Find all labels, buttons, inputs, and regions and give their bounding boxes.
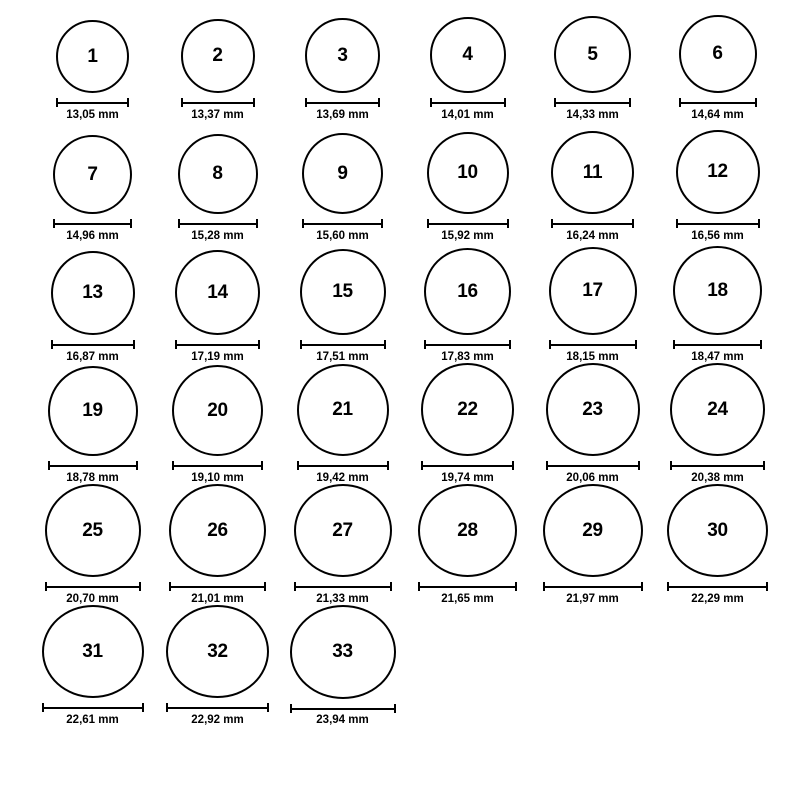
measure-tick-left: [42, 703, 44, 712]
measure-tick-right: [378, 98, 380, 107]
ring-circle[interactable]: [679, 15, 757, 93]
measure-tick-right: [766, 582, 768, 591]
ring-size-number: 33: [332, 641, 353, 663]
size-row: [0, 605, 800, 726]
ring-size-cell[interactable]: [405, 363, 530, 484]
measure-bar: [673, 340, 762, 349]
measure-tick-left: [294, 582, 296, 591]
measure-bar-line: [48, 465, 138, 467]
measure-tick-left: [427, 219, 429, 228]
measure-bar-line: [679, 102, 757, 104]
diameter-label: 15,92 mm: [441, 229, 494, 242]
measure-tick-right: [387, 461, 389, 470]
measure-bar-line: [305, 102, 380, 104]
measure-bar: [549, 340, 637, 349]
measure-tick-left: [175, 340, 177, 349]
ring-size-number: 11: [582, 161, 603, 183]
measure-bar-line: [424, 344, 511, 346]
ring-size-number: 7: [87, 163, 98, 185]
measure-bar-line: [169, 586, 266, 588]
measure-bar-line: [554, 102, 631, 104]
measure-tick-left: [549, 340, 551, 349]
measure-bar-line: [294, 586, 392, 588]
measure-bar: [679, 98, 757, 107]
measure-bar: [178, 219, 258, 228]
measure-tick-left: [543, 582, 545, 591]
ring-circle[interactable]: [175, 250, 260, 335]
measure-bar: [53, 219, 132, 228]
measure-tick-right: [763, 461, 765, 470]
ring-size-cell[interactable]: [405, 242, 530, 363]
ring-size-number: 19: [82, 400, 103, 421]
ring-circle[interactable]: [300, 249, 386, 335]
measure-tick-left: [551, 219, 553, 228]
diameter-label: 18,47 mm: [691, 350, 744, 363]
ring-size-cell[interactable]: [530, 363, 655, 484]
ring-circle[interactable]: [290, 605, 396, 699]
measure-tick-right: [136, 461, 138, 470]
diameter-label: 19,42 mm: [316, 471, 369, 484]
measure-tick-right: [127, 98, 129, 107]
measure-tick-left: [418, 582, 420, 591]
diameter-label: 22,29 mm: [691, 592, 744, 605]
ring-size-number: 16: [457, 280, 478, 302]
measure-bar: [297, 461, 389, 470]
measure-tick-left: [290, 704, 292, 713]
measure-tick-left: [302, 219, 304, 228]
measure-bar-line: [178, 223, 258, 225]
ring-circle[interactable]: [169, 484, 266, 577]
measure-tick-right: [509, 340, 511, 349]
measure-tick-right: [515, 582, 517, 591]
ring-size-number: 24: [707, 398, 728, 420]
measure-tick-right: [635, 340, 637, 349]
measure-bar: [166, 703, 269, 711]
measure-tick-right: [267, 703, 269, 712]
measure-tick-right: [758, 219, 760, 228]
measure-tick-left: [554, 98, 556, 107]
ring-size-number: 28: [457, 520, 478, 542]
measure-bar-line: [42, 707, 144, 709]
diameter-label: 21,65 mm: [441, 592, 494, 605]
ring-size-number: 9: [337, 162, 348, 184]
measure-tick-left: [169, 582, 171, 591]
diameter-label: 18,78 mm: [66, 471, 119, 484]
measure-tick-right: [256, 219, 258, 228]
ring-size-number: 23: [582, 398, 603, 420]
diameter-label: 20,06 mm: [566, 471, 619, 484]
measure-bar-line: [418, 586, 517, 588]
ring-circle[interactable]: [53, 135, 132, 214]
ring-size-cell[interactable]: [280, 0, 405, 121]
ring-size-cell[interactable]: [155, 363, 280, 484]
measure-tick-left: [421, 461, 423, 470]
measure-bar: [169, 582, 266, 591]
measure-tick-left: [51, 340, 53, 349]
measure-bar-line: [421, 465, 514, 467]
measure-bar-line: [430, 102, 506, 104]
measure-bar: [51, 340, 135, 349]
measure-bar: [42, 703, 144, 711]
measure-bar: [554, 98, 631, 107]
measure-bar: [181, 98, 255, 107]
ring-size-cell[interactable]: [30, 242, 155, 363]
ring-circle[interactable]: [546, 363, 640, 456]
ring-size-number: 1: [87, 45, 98, 67]
diameter-label: 23,94 mm: [316, 713, 369, 726]
ring-circle[interactable]: [549, 247, 637, 335]
measure-bar-line: [175, 344, 260, 346]
ring-size-cell[interactable]: [280, 605, 405, 726]
ring-circle[interactable]: [421, 363, 514, 456]
diameter-label: 21,01 mm: [191, 592, 244, 605]
ring-size-cell[interactable]: [655, 363, 780, 484]
diameter-label: 22,61 mm: [66, 713, 119, 726]
measure-bar-line: [667, 586, 768, 588]
measure-tick-right: [641, 582, 643, 591]
ring-size-number: 4: [462, 44, 473, 65]
measure-bar: [676, 219, 760, 228]
ring-size-number: 21: [332, 399, 353, 420]
diameter-label: 18,15 mm: [566, 350, 619, 363]
measure-bar: [667, 582, 768, 590]
ring-circle[interactable]: [56, 20, 129, 93]
measure-tick-left: [172, 461, 174, 470]
measure-bar: [305, 98, 380, 107]
diameter-label: 16,87 mm: [66, 350, 119, 363]
ring-size-number: 32: [207, 641, 228, 663]
measure-tick-left: [424, 340, 426, 349]
measure-tick-right: [139, 582, 141, 591]
measure-tick-left: [670, 461, 672, 470]
measure-bar-line: [56, 102, 129, 104]
measure-bar: [300, 340, 386, 349]
measure-bar-line: [302, 223, 383, 225]
measure-tick-right: [512, 461, 514, 470]
measure-tick-right: [638, 461, 640, 470]
measure-tick-left: [178, 219, 180, 228]
ring-size-number: 25: [82, 519, 103, 541]
ring-size-cell[interactable]: [530, 484, 655, 605]
ring-size-number: 10: [457, 162, 478, 183]
measure-tick-right: [629, 98, 631, 107]
ring-size-cell[interactable]: [280, 484, 405, 605]
ring-size-number: 29: [582, 520, 603, 542]
measure-tick-right: [258, 340, 260, 349]
measure-bar: [543, 582, 643, 590]
ring-size-cell[interactable]: [530, 121, 655, 242]
ring-size-cell[interactable]: [155, 605, 280, 726]
diameter-label: 19,74 mm: [441, 471, 494, 484]
measure-tick-right: [142, 703, 144, 712]
ring-size-cell[interactable]: [30, 121, 155, 242]
ring-size-cell[interactable]: [405, 0, 530, 121]
measure-bar-line: [297, 465, 389, 467]
ring-circle[interactable]: [45, 484, 141, 577]
ring-size-cell[interactable]: [655, 121, 780, 242]
measure-bar-line: [670, 465, 765, 467]
measure-bar-line: [181, 102, 255, 104]
measure-bar-line: [673, 344, 762, 346]
diameter-label: 21,33 mm: [316, 592, 369, 605]
measure-bar: [418, 582, 517, 590]
measure-tick-right: [261, 461, 263, 470]
ring-size-number: 31: [82, 641, 103, 663]
diameter-label: 15,60 mm: [316, 229, 369, 242]
ring-size-cell[interactable]: [30, 0, 155, 121]
diameter-label: 15,28 mm: [191, 229, 244, 242]
measure-bar-line: [543, 586, 643, 588]
diameter-label: 20,70 mm: [66, 592, 119, 605]
ring-circle[interactable]: [543, 484, 643, 577]
measure-tick-left: [56, 98, 58, 107]
ring-size-cell[interactable]: [30, 605, 155, 726]
size-row: [0, 363, 800, 484]
ring-size-cell[interactable]: [155, 484, 280, 605]
measure-bar: [175, 340, 260, 349]
ring-circle[interactable]: [667, 484, 768, 577]
measure-bar-line: [290, 708, 396, 710]
ring-size-number: 26: [207, 519, 228, 541]
measure-bar-line: [53, 223, 132, 225]
diameter-label: 14,01 mm: [441, 108, 494, 121]
ring-size-number: 3: [337, 44, 348, 66]
diameter-label: 21,97 mm: [566, 592, 619, 605]
measure-bar: [427, 219, 509, 228]
ring-circle[interactable]: [181, 19, 255, 93]
ring-size-number: 14: [207, 281, 228, 303]
measure-bar: [56, 98, 129, 107]
measure-tick-right: [253, 98, 255, 107]
diameter-label: 22,92 mm: [191, 713, 244, 726]
ring-size-cell[interactable]: [280, 363, 405, 484]
measure-bar-line: [676, 223, 760, 225]
ring-circle[interactable]: [418, 484, 517, 577]
measure-bar-line: [551, 223, 634, 225]
measure-bar: [424, 340, 511, 349]
ring-circle[interactable]: [676, 130, 760, 214]
ring-circle[interactable]: [670, 363, 765, 456]
measure-bar-line: [546, 465, 640, 467]
ring-circle[interactable]: [178, 134, 258, 214]
measure-bar-line: [45, 586, 141, 588]
ring-circle[interactable]: [302, 133, 383, 214]
diameter-label: 13,69 mm: [316, 108, 369, 121]
ring-size-cell[interactable]: [30, 363, 155, 484]
ring-size-number: 5: [587, 43, 598, 65]
size-row: [0, 242, 800, 363]
ring-circle[interactable]: [551, 131, 634, 214]
diameter-label: 14,64 mm: [691, 108, 744, 121]
measure-tick-right: [381, 219, 383, 228]
measure-tick-left: [305, 98, 307, 107]
ring-size-cell[interactable]: [405, 121, 530, 242]
measure-tick-left: [300, 340, 302, 349]
measure-bar-line: [166, 707, 269, 709]
diameter-label: 14,96 mm: [66, 229, 119, 242]
measure-tick-left: [48, 461, 50, 470]
measure-tick-left: [676, 219, 678, 228]
diameter-label: 17,19 mm: [191, 350, 244, 363]
diameter-label: 14,33 mm: [566, 108, 619, 121]
ring-size-cell[interactable]: [280, 121, 405, 242]
measure-bar: [421, 461, 514, 470]
measure-tick-right: [760, 340, 762, 349]
ring-circle[interactable]: [42, 605, 144, 698]
measure-tick-left: [297, 461, 299, 470]
ring-size-number: 22: [457, 398, 478, 420]
measure-tick-left: [667, 582, 669, 591]
ring-circle[interactable]: [48, 366, 138, 456]
ring-circle[interactable]: [424, 248, 511, 335]
ring-size-cell[interactable]: [405, 484, 530, 605]
size-row: [0, 484, 800, 605]
ring-size-cell[interactable]: [530, 242, 655, 363]
ring-circle[interactable]: [51, 251, 135, 335]
ring-size-number: 2: [212, 45, 223, 66]
ring-size-number: 6: [712, 43, 723, 64]
measure-tick-left: [430, 98, 432, 107]
measure-tick-right: [504, 98, 506, 107]
measure-tick-left: [673, 340, 675, 349]
measure-bar: [294, 582, 392, 591]
ring-circle[interactable]: [294, 484, 392, 577]
ring-size-number: 18: [707, 279, 728, 301]
ring-circle[interactable]: [430, 17, 506, 93]
measure-bar: [48, 461, 138, 470]
measure-tick-right: [632, 219, 634, 228]
measure-tick-right: [394, 704, 396, 713]
ring-size-number: 27: [332, 519, 353, 541]
ring-circle[interactable]: [554, 16, 631, 93]
ring-size-cell[interactable]: [155, 0, 280, 121]
ring-size-cell[interactable]: [155, 121, 280, 242]
diameter-label: 17,83 mm: [441, 350, 494, 363]
measure-bar: [430, 98, 506, 107]
ring-size-number: 13: [82, 282, 103, 303]
measure-tick-left: [679, 98, 681, 107]
ring-size-number: 12: [707, 161, 728, 182]
diameter-label: 13,05 mm: [66, 108, 119, 121]
diameter-label: 16,56 mm: [691, 229, 744, 242]
ring-size-cell[interactable]: [30, 484, 155, 605]
measure-bar: [302, 219, 383, 228]
ring-size-cell[interactable]: [655, 242, 780, 363]
measure-bar: [290, 704, 396, 712]
measure-bar: [45, 582, 141, 591]
measure-bar-line: [51, 344, 135, 346]
ring-size-cell[interactable]: [155, 242, 280, 363]
ring-size-number: 17: [582, 280, 603, 301]
ring-size-cell[interactable]: [280, 242, 405, 363]
measure-tick-right: [384, 340, 386, 349]
measure-bar-line: [427, 223, 509, 225]
measure-tick-right: [130, 219, 132, 228]
measure-bar: [551, 219, 634, 228]
measure-bar-line: [549, 344, 637, 346]
ring-circle[interactable]: [172, 365, 263, 456]
ring-circle[interactable]: [427, 132, 509, 214]
measure-bar-line: [172, 465, 263, 467]
size-row: [0, 121, 800, 242]
ring-size-number: 8: [212, 163, 223, 184]
ring-circle[interactable]: [297, 364, 389, 456]
diameter-label: 13,37 mm: [191, 108, 244, 121]
measure-tick-left: [166, 703, 168, 712]
ring-size-cell[interactable]: [655, 484, 780, 605]
measure-tick-right: [264, 582, 266, 591]
measure-tick-right: [390, 582, 392, 591]
diameter-label: 19,10 mm: [191, 471, 244, 484]
measure-tick-right: [133, 340, 135, 349]
measure-bar: [172, 461, 263, 470]
measure-tick-right: [755, 98, 757, 107]
ring-circle[interactable]: [166, 605, 269, 698]
ring-size-cell[interactable]: [655, 0, 780, 121]
measure-tick-left: [53, 219, 55, 228]
ring-size-number: 20: [207, 399, 228, 421]
ring-circle[interactable]: [305, 18, 380, 93]
ring-size-number: 15: [332, 281, 353, 302]
ring-size-cell[interactable]: [530, 0, 655, 121]
measure-tick-left: [45, 582, 47, 591]
size-row: [0, 0, 800, 121]
ring-size-number: 30: [707, 520, 728, 542]
diameter-label: 17,51 mm: [316, 350, 369, 363]
measure-tick-left: [546, 461, 548, 470]
measure-tick-left: [181, 98, 183, 107]
measure-bar: [670, 461, 765, 470]
ring-circle[interactable]: [673, 246, 762, 335]
measure-bar-line: [300, 344, 386, 346]
diameter-label: 16,24 mm: [566, 229, 619, 242]
measure-tick-right: [507, 219, 509, 228]
diameter-label: 20,38 mm: [691, 471, 744, 484]
measure-bar: [546, 461, 640, 470]
